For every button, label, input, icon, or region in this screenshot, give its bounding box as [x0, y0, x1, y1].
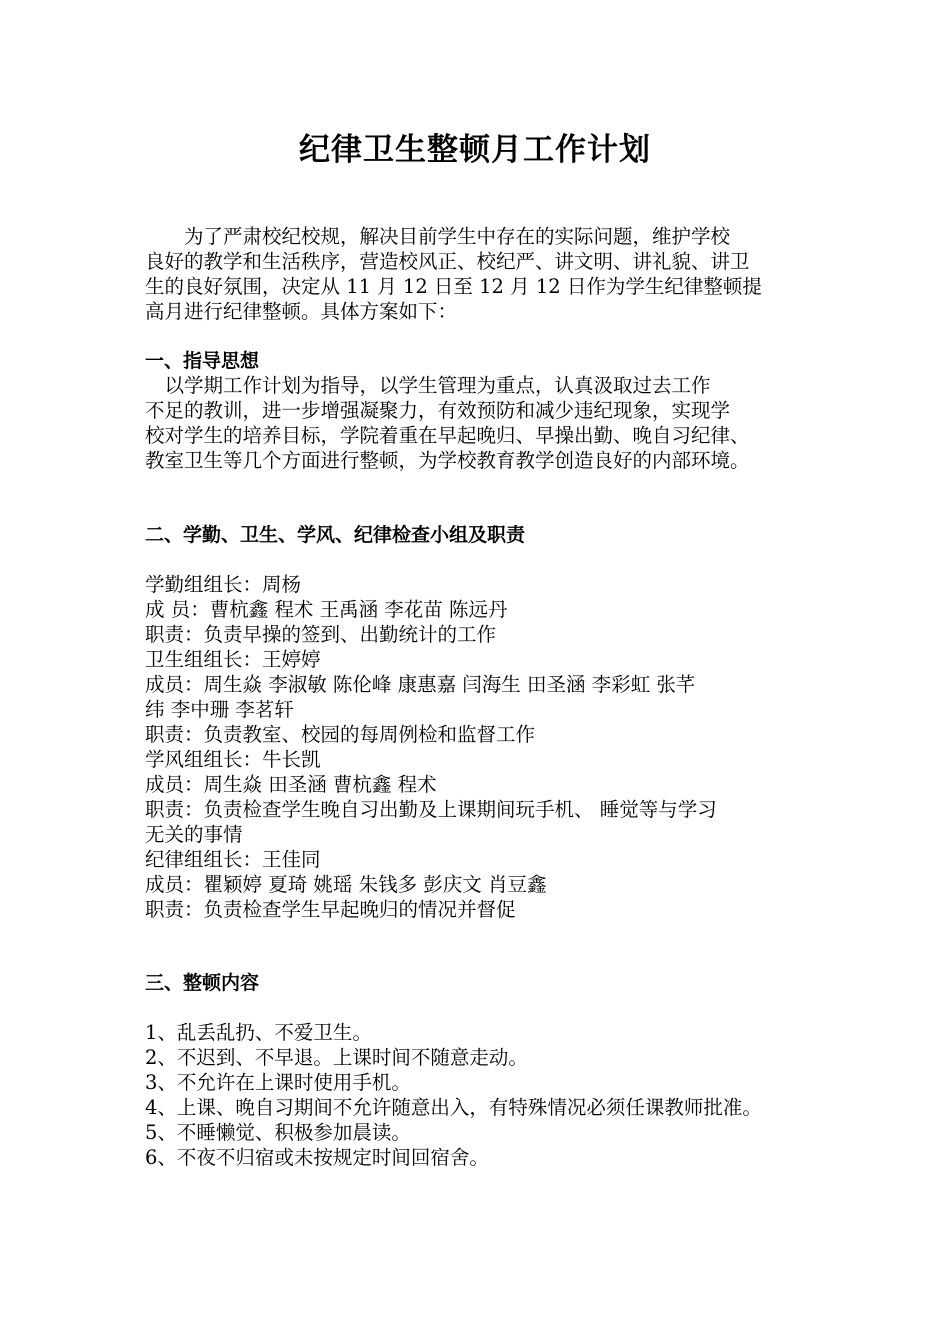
section2-line-9: 成员：周生焱 田圣涵 曹杭鑫 程术 [145, 773, 437, 796]
section3-item-3: 3、不允许在上课时使用手机。 [145, 1071, 411, 1094]
section2-line-6: 纬 李中珊 李茗轩 [145, 698, 294, 721]
section3-item-5: 5、不睡懒觉、积极参加晨读。 [145, 1121, 411, 1144]
section2-line-10: 职责：负责检查学生晚自习出勤及上课期间玩手机、 睡觉等与学习 [145, 798, 717, 821]
section1-heading: 一、指导思想 [145, 350, 260, 372]
section2-line-12: 纪律组组长：王佳同 [145, 848, 321, 871]
section3-item-6: 6、不夜不归宿或未按规定时间回宿舍。 [145, 1146, 489, 1169]
section1-line-4: 教室卫生等几个方面进行整顿，为学校教育教学创造良好的内部环境。 [145, 449, 750, 472]
section3-item-1: 1、乱丢乱扔、不爱卫生。 [145, 1021, 372, 1044]
intro-line-1: 为了严肃校纪校规，解决目前学生中存在的实际问题，维护学校 [145, 225, 731, 248]
section1-line-3: 校对学生的培养目标，学院着重在早起晚归、早操出勤、晚自习纪律、 [145, 424, 750, 447]
intro-line-4: 高月进行纪律整顿。具体方案如下： [145, 300, 458, 323]
section2-line-13: 成员：瞿颖婷 夏琦 姚瑶 朱钱多 彭庆文 肖豆鑫 [145, 873, 547, 896]
section2-line-7: 职责：负责教室、校园的每周例检和监督工作 [145, 723, 536, 746]
section3-item-4: 4、上课、晚自习期间不允许随意出入，有特殊情况必须任课教师批准。 [145, 1096, 762, 1119]
section2-line-14: 职责：负责检查学生早起晚归的情况并督促 [145, 898, 516, 921]
intro-line-3: 生的良好氛围，决定从 11 月 12 日至 12 月 12 日作为学生纪律整顿提 [145, 275, 762, 298]
section2-line-1: 学勤组组长：周杨 [145, 573, 302, 596]
intro-line-2: 良好的教学和生活秩序，营造校风正、校纪严、讲文明、讲礼貌、讲卫 [145, 250, 750, 273]
section2-line-2: 成 员：曹杭鑫 程术 王禹涵 李花苗 陈远丹 [145, 598, 508, 621]
section2-line-5: 成员：周生焱 李淑敏 陈伦峰 康惠嘉 闫海生 田圣涵 李彩虹 张芊 [145, 673, 696, 696]
page-title: 纪律卫生整顿月工作计划 [299, 132, 651, 168]
section2-line-3: 职责：负责早操的签到、出勤统计的工作 [145, 623, 497, 646]
section3-item-2: 2、不迟到、不早退。上课时间不随意走动。 [145, 1046, 528, 1069]
section2-line-4: 卫生组组长：王婷婷 [145, 648, 321, 671]
section2-line-11: 无关的事情 [145, 823, 243, 846]
section3-heading: 三、整顿内容 [145, 972, 260, 994]
section2-heading: 二、学勤、卫生、学风、纪律检查小组及职责 [145, 524, 526, 546]
section1-line-1: 以学期工作计划为指导，以学生管理为重点，认真汲取过去工作 [145, 374, 711, 397]
section1-line-2: 不足的教训，进一步增强凝聚力，有效预防和减少违纪现象，实现学 [145, 399, 731, 422]
section2-line-8: 学风组组长：牛长凯 [145, 748, 321, 771]
